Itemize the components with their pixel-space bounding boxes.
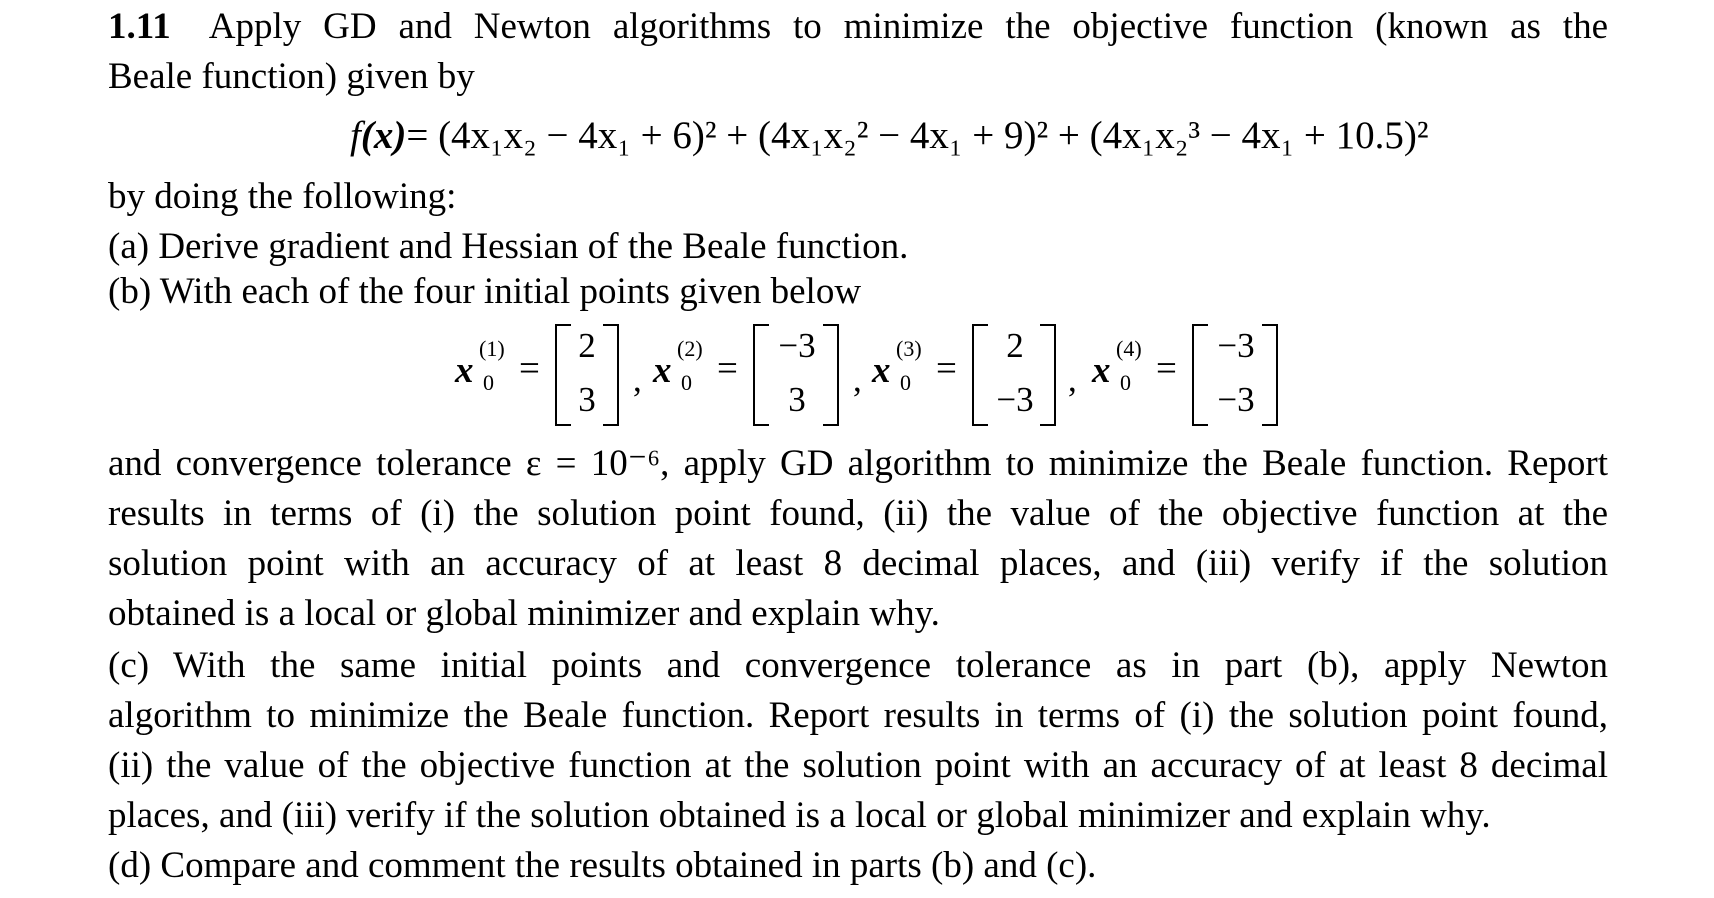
point-1-sub: 0 (483, 370, 494, 395)
part-c-line-2: algorithm to minimize the Beale function. Report results in terms of (i) the solution point found, (108, 695, 1608, 736)
part-b-line-3: solution point with an accuracy of at least 8 decimal places, and (iii) verify if the solution (108, 543, 1608, 584)
problem-line-3: by doing the following: (108, 176, 457, 217)
point-1-sup: (1) (479, 336, 505, 361)
point-4-top: −3 (1217, 326, 1255, 365)
part-b-line-4: obtained is a local or global minimizer and explain why. (108, 593, 940, 634)
point-4-label: x (1092, 350, 1111, 391)
point-2-top: −3 (778, 326, 816, 365)
point-1-top: 2 (578, 326, 596, 365)
problem-intro-text: Apply GD and Newton algorithms to minimize the objective function (known as the (208, 6, 1608, 47)
problem-number: 1.11 (108, 6, 171, 47)
point-3-equals: = (936, 348, 957, 389)
formula-f: f (350, 114, 361, 157)
beale-formula (350, 116, 1429, 155)
point-3-top: 2 (1006, 326, 1024, 365)
point-2-label: x (653, 350, 672, 391)
point-2-comma: , (853, 360, 862, 399)
formula-rhs: = (4x₁x₂ − 4x₁ + 6)² + (4x₁x₂² − 4x₁ + 9)² + (4x₁x₂³ − 4x₁ + 10.5)² (406, 114, 1429, 157)
point-1-bottom: 3 (578, 380, 596, 419)
point-3-sup: (3) (896, 336, 922, 361)
part-c-line-3: (ii) the value of the objective function at the solution point with an accuracy of at least 8 decimal (108, 745, 1608, 786)
problem-line-2: Beale function) given by (108, 56, 475, 97)
point-1-comma: , (633, 360, 642, 399)
part-b-intro: (b) With each of the four initial points given below (108, 271, 862, 312)
point-1-label: x (455, 350, 474, 391)
point-2-equals: = (717, 348, 738, 389)
problem-line-1 (108, 8, 1608, 45)
point-4-equals: = (1156, 348, 1177, 389)
point-3-label: x (872, 350, 891, 391)
part-c-line-1: (c) With the same initial points and convergence tolerance as in part (b), apply Newton (108, 645, 1608, 686)
formula-x: (x) (360, 114, 407, 157)
part-d: (d) Compare and comment the results obtained in parts (b) and (c). (108, 845, 1097, 886)
part-b-line-2: results in terms of (i) the solution point found, (ii) the value of the objective function at the (108, 493, 1608, 534)
point-2-sub: 0 (681, 370, 692, 395)
point-2-sup: (2) (677, 336, 703, 361)
point-4-bottom: −3 (1217, 380, 1255, 419)
part-a: (a) Derive gradient and Hessian of the Beale function. (108, 226, 909, 267)
point-3-comma: , (1068, 360, 1077, 399)
part-b-line-1: and convergence tolerance ε = 10⁻⁶, apply GD algorithm to minimize the Beale function. Report (108, 443, 1608, 484)
point-2-bottom: 3 (788, 380, 806, 419)
point-3-bottom: −3 (996, 380, 1034, 419)
point-3-sub: 0 (900, 370, 911, 395)
point-4-sup: (4) (1116, 336, 1142, 361)
part-c-line-4: places, and (iii) verify if the solution obtained is a local or global minimizer and explain why. (108, 795, 1491, 836)
point-4-sub: 0 (1120, 370, 1131, 395)
point-1-equals: = (519, 348, 540, 389)
